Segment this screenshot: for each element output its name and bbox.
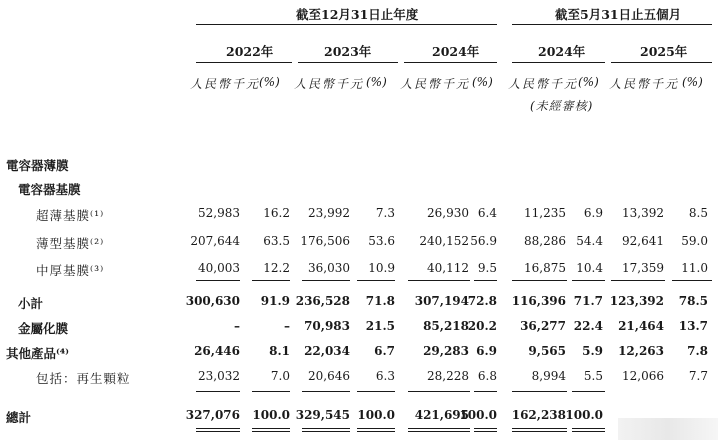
total-double-rule [302,428,350,432]
unit-pct: (%) [259,75,280,89]
cell: 88,286 [524,234,566,248]
total-rule [512,391,567,392]
cell: 116,396 [511,294,566,308]
total-rule [357,391,395,392]
cell: 17,359 [622,261,664,275]
cell: 240,152 [419,234,469,248]
cell: 13.7 [678,319,708,333]
subtotal-rule [611,280,665,281]
cell: 22.4 [573,319,603,333]
cell: 21,464 [618,319,664,333]
total-rule [474,391,497,392]
total-double-rule [572,428,605,432]
year-2023: 2023年 [324,44,372,59]
total-rule [196,391,240,392]
header-rule-fy [196,24,497,25]
unit-pct: (%) [682,75,703,89]
year-rule-4 [512,62,605,63]
cell: 8.5 [688,206,708,220]
unit-pct: (%) [578,75,599,89]
cell: 8,994 [531,369,566,383]
row-label: 薄型基膜⁽²⁾ [36,236,105,251]
cell: 11.0 [681,261,708,275]
year-rule-2 [298,62,398,63]
cell: 59.0 [681,234,708,248]
subtotal-rule [252,280,290,281]
cell: 23,032 [198,369,240,383]
cell: 36,030 [308,261,350,275]
cell: 26,446 [194,344,240,358]
unit-amount: 人民幣千元 [294,77,365,91]
total-double-rule [252,428,290,432]
cell: 236,528 [295,294,350,308]
cell: 207,644 [190,234,240,248]
total-rule [572,391,605,392]
year-2022: 2022年 [226,44,274,59]
cell: 300,630 [185,294,240,308]
year-2024-5m: 2024年 [538,44,586,59]
cell: 21.5 [365,319,395,333]
cell: 22,034 [304,344,350,358]
unit-amount: 人民幣千元 [508,77,579,91]
cell: 12,066 [622,369,664,383]
unit-amount: 人民幣千元 [190,77,261,91]
row-label: 小計 [18,296,44,311]
year-rule-5 [611,62,712,63]
cell: 5.9 [582,344,603,358]
total-double-rule [357,428,395,432]
header-group-fy: 截至12月31日止年度 [296,7,419,22]
cell: 91.9 [260,294,290,308]
row-label: 電容器薄膜 [6,158,69,173]
row-label: 總計 [6,410,32,425]
cell: 16,875 [524,261,566,275]
cell: 29,283 [423,344,469,358]
cell: 92,641 [622,234,664,248]
cell: 11,235 [524,206,566,220]
unit-amount: 人民幣千元 [400,77,471,91]
cell: – [234,319,240,333]
cell: 8.1 [269,344,290,358]
cell: 36,277 [520,319,566,333]
cell: 28,228 [427,369,469,383]
total-rule [302,391,350,392]
cell: 9.5 [477,261,497,275]
cell: 9,565 [528,344,566,358]
cell: 7.8 [687,344,708,358]
cell: 100.0 [565,408,603,422]
subtotal-rule [357,280,395,281]
cell: 20,646 [308,369,350,383]
cell: 71.8 [365,294,395,308]
cell: 6.4 [477,206,497,220]
subtotal-rule [474,280,497,281]
year-2024: 2024年 [432,44,480,59]
cell: 5.5 [583,369,603,383]
total-double-rule [512,428,567,432]
row-label: 金屬化膜 [18,321,69,336]
cell: 23,992 [308,206,350,220]
cell: 162,238 [511,408,566,422]
cell: 7.0 [270,369,290,383]
year-2025-5m: 2025年 [640,44,688,59]
cell: 6.9 [583,206,603,220]
cell: 12.2 [263,261,290,275]
total-rule [408,391,470,392]
cell: 63.5 [263,234,290,248]
cell: 10.4 [576,261,603,275]
total-rule [252,391,290,392]
cell: 421,695 [414,408,469,422]
cell: 13,392 [622,206,664,220]
cell: 100.0 [357,408,395,422]
cell: 10.9 [368,261,395,275]
cell: 71.7 [573,294,603,308]
cell: 52,983 [198,206,240,220]
cell: 26,930 [427,206,469,220]
cell: – [284,319,290,333]
cell: 56.9 [470,234,497,248]
row-label: 包括：再生顆粒 [36,371,131,386]
subtotal-rule [302,280,350,281]
cell: 6.8 [477,369,497,383]
cell: 85,218 [423,319,469,333]
total-double-rule [408,428,470,432]
cell: 123,392 [609,294,664,308]
total-double-rule [196,428,240,432]
row-label: 電容器基膜 [18,182,81,197]
cell: 7.3 [375,206,395,220]
header-group-5m: 截至5月31日止五個月 [555,7,682,22]
cell: 72.8 [467,294,497,308]
unaudited-note: (未經審核) [530,99,594,113]
cell: 6.9 [476,344,497,358]
cell: 40,003 [198,261,240,275]
cell: 176,506 [300,234,350,248]
header-rule-5m [512,24,712,25]
unit-amount: 人民幣千元 [609,77,680,91]
cell: 6.7 [374,344,395,358]
year-rule-3 [404,62,497,63]
total-double-rule [474,428,497,432]
cell: 54.4 [576,234,603,248]
cell: 329,545 [295,408,350,422]
subtotal-rule [572,280,605,281]
unit-pct: (%) [366,75,387,89]
row-label: 超薄基膜⁽¹⁾ [36,208,105,223]
cell: 12,263 [618,344,664,358]
subtotal-rule [672,280,712,281]
cell: 6.3 [375,369,395,383]
cell: 53.6 [368,234,395,248]
cell: 327,076 [185,408,240,422]
cell: 78.5 [678,294,708,308]
subtotal-rule [408,280,470,281]
faded-region [618,418,718,440]
cell: 307,194 [414,294,469,308]
subtotal-rule [512,280,567,281]
cell: 20.2 [467,319,497,333]
row-label: 中厚基膜⁽³⁾ [36,263,105,278]
unit-pct: (%) [472,75,493,89]
cell: 100.0 [252,408,290,422]
subtotal-rule [196,280,240,281]
cell: 100.0 [459,408,497,422]
cell: 40,112 [427,261,469,275]
cell: 7.7 [688,369,708,383]
year-rule-1 [196,62,292,63]
cell: 16.2 [263,206,290,220]
cell: 70,983 [304,319,350,333]
row-label: 其他產品⁽⁴⁾ [6,346,69,361]
